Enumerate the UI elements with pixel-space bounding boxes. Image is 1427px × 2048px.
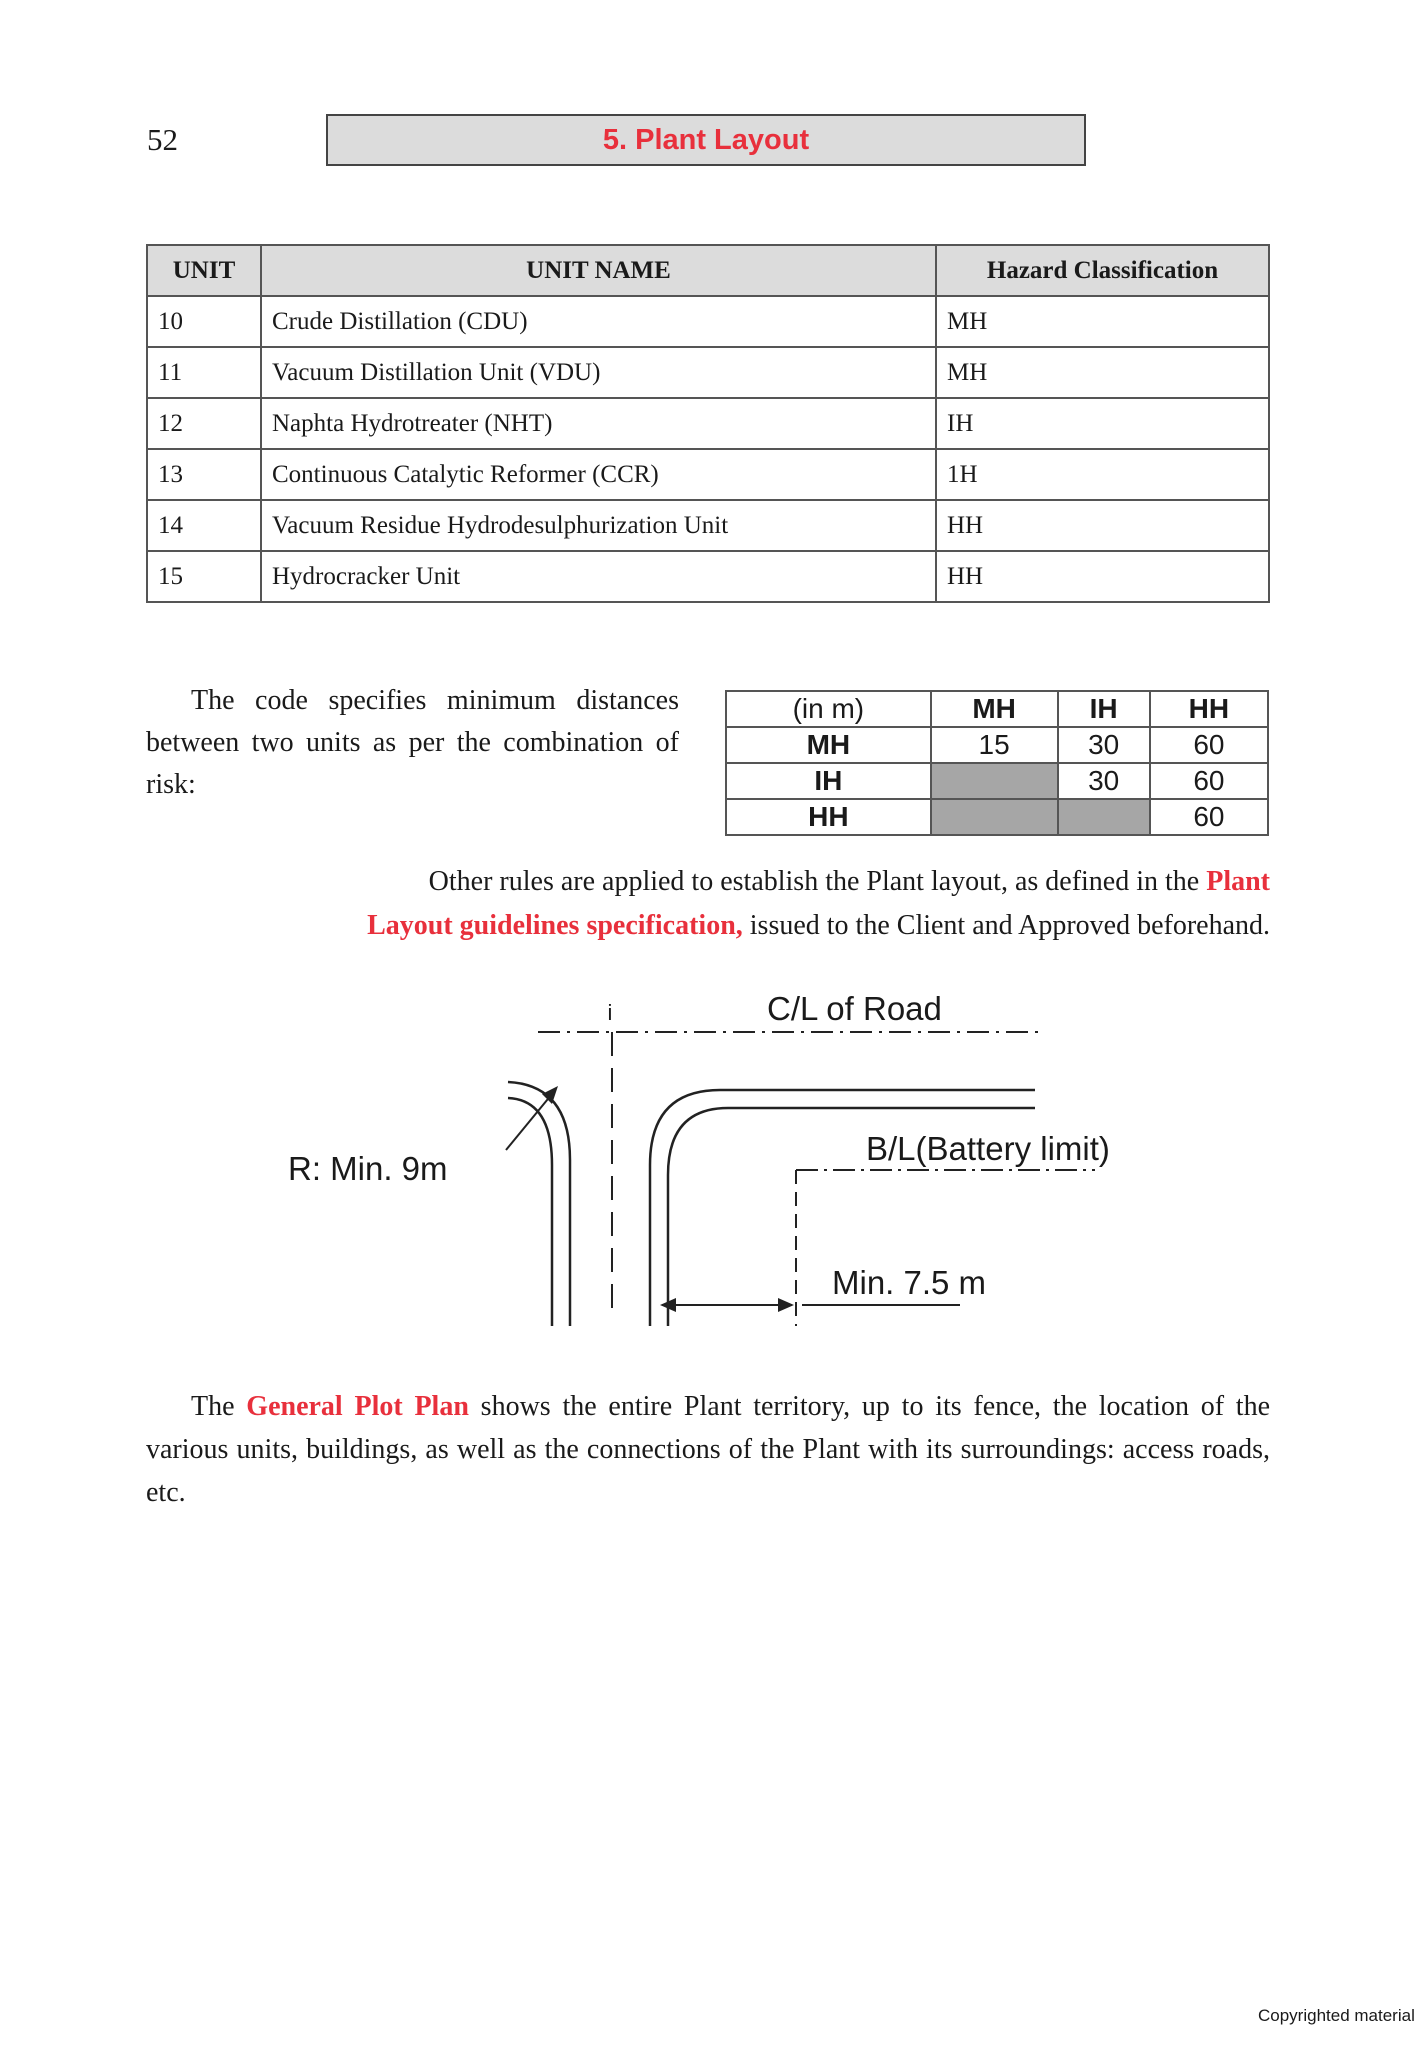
table-row bbox=[726, 763, 1268, 799]
unit-name: Naphta Hydrotreater (NHT) bbox=[261, 398, 936, 449]
unit-name: Crude Distillation (CDU) bbox=[261, 296, 936, 347]
risk-distance-cell: 30 bbox=[1058, 763, 1150, 799]
page-number: 52 bbox=[147, 122, 178, 157]
table-row bbox=[147, 551, 1269, 602]
risk-distance-cell: 15 bbox=[931, 727, 1058, 763]
unit-number: 13 bbox=[147, 449, 261, 500]
risk-paragraph-text: The code specifies minimum distances between two units as per the combination of risk: bbox=[146, 685, 679, 800]
hazard-class: HH bbox=[936, 500, 1269, 551]
plot-text-after: shows the entire Plant territory, up to its fence, the location of the various units, buildings, as well as the connections of the Plant with its surroundings: access roads, etc. bbox=[146, 1391, 1271, 1508]
left-curb-outer bbox=[508, 1082, 570, 1326]
rules-paragraph bbox=[146, 860, 1270, 948]
table-row bbox=[147, 449, 1269, 500]
risk-row-header: IH bbox=[726, 763, 931, 799]
table-row bbox=[726, 799, 1268, 835]
units-col-hazard: Hazard Classification bbox=[936, 245, 1269, 296]
hazard-class: 1H bbox=[936, 449, 1269, 500]
table-row bbox=[147, 347, 1269, 398]
plot-text-before: The bbox=[191, 1391, 247, 1422]
risk-row-header: MH bbox=[726, 727, 931, 763]
left-curb-inner bbox=[508, 1098, 552, 1326]
unit-name: Vacuum Distillation Unit (VDU) bbox=[261, 347, 936, 398]
risk-col-header: HH bbox=[1150, 691, 1268, 727]
risk-distance-table bbox=[725, 690, 1269, 836]
risk-shaded-cell bbox=[1058, 799, 1150, 835]
unit-name: Continuous Catalytic Reformer (CCR) bbox=[261, 449, 936, 500]
risk-table-corner: (in m) bbox=[726, 691, 931, 727]
hazard-class: HH bbox=[936, 551, 1269, 602]
rules-text-before: Other rules are applied to establish the Plant layout, as defined in the bbox=[428, 866, 1207, 897]
risk-distance-cell: 60 bbox=[1150, 799, 1268, 835]
risk-shaded-cell bbox=[931, 799, 1058, 835]
hazard-class: MH bbox=[936, 347, 1269, 398]
radius-arrowhead bbox=[542, 1086, 558, 1104]
chapter-title: 5. Plant Layout bbox=[602, 123, 810, 156]
risk-distance-cell: 30 bbox=[1058, 727, 1150, 763]
hazard-class: MH bbox=[936, 296, 1269, 347]
battery-limit-label: B/L(Battery limit) bbox=[866, 1130, 1110, 1167]
unit-number: 14 bbox=[147, 500, 261, 551]
radius-label: R: Min. 9m bbox=[288, 1150, 448, 1187]
distance-label: Min. 7.5 m bbox=[832, 1264, 987, 1301]
road-centerline-label: C/L of Road bbox=[767, 990, 942, 1027]
risk-table-header-row bbox=[726, 691, 1268, 727]
layout-guidelines-highlight: Layout guidelines specification, bbox=[367, 910, 743, 941]
plot-plan-paragraph bbox=[146, 1385, 1270, 1514]
table-row bbox=[147, 500, 1269, 551]
unit-name: Hydrocracker Unit bbox=[261, 551, 936, 602]
risk-col-header: MH bbox=[931, 691, 1058, 727]
unit-number: 10 bbox=[147, 296, 261, 347]
unit-name: Vacuum Residue Hydrodesulphurization Unit bbox=[261, 500, 936, 551]
table-row bbox=[147, 296, 1269, 347]
hazard-class: IH bbox=[936, 398, 1269, 449]
risk-shaded-cell bbox=[931, 763, 1058, 799]
chapter-header bbox=[326, 114, 1086, 166]
units-table bbox=[146, 244, 1270, 603]
unit-number: 15 bbox=[147, 551, 261, 602]
table-row bbox=[726, 727, 1268, 763]
distance-arrowhead-right bbox=[778, 1298, 794, 1312]
risk-distance-cell: 60 bbox=[1150, 763, 1268, 799]
road-layout-diagram bbox=[280, 990, 1160, 1340]
rules-text-after: issued to the Client and Approved beforehand. bbox=[742, 910, 1270, 941]
units-col-name: UNIT NAME bbox=[261, 245, 936, 296]
unit-number: 11 bbox=[147, 347, 261, 398]
copyright-notice: Copyrighted material bbox=[1258, 2006, 1415, 2025]
general-plot-plan-highlight: General Plot Plan bbox=[246, 1391, 469, 1422]
plant-highlight: Plant bbox=[1206, 866, 1270, 897]
units-table-header-row bbox=[147, 245, 1269, 296]
risk-paragraph bbox=[146, 680, 679, 806]
units-col-unit: UNIT bbox=[147, 245, 261, 296]
risk-row-header: HH bbox=[726, 799, 931, 835]
centerline-marker: i bbox=[607, 1000, 613, 1025]
risk-distance-cell: 60 bbox=[1150, 727, 1268, 763]
table-row bbox=[147, 398, 1269, 449]
risk-col-header: IH bbox=[1058, 691, 1150, 727]
unit-number: 12 bbox=[147, 398, 261, 449]
